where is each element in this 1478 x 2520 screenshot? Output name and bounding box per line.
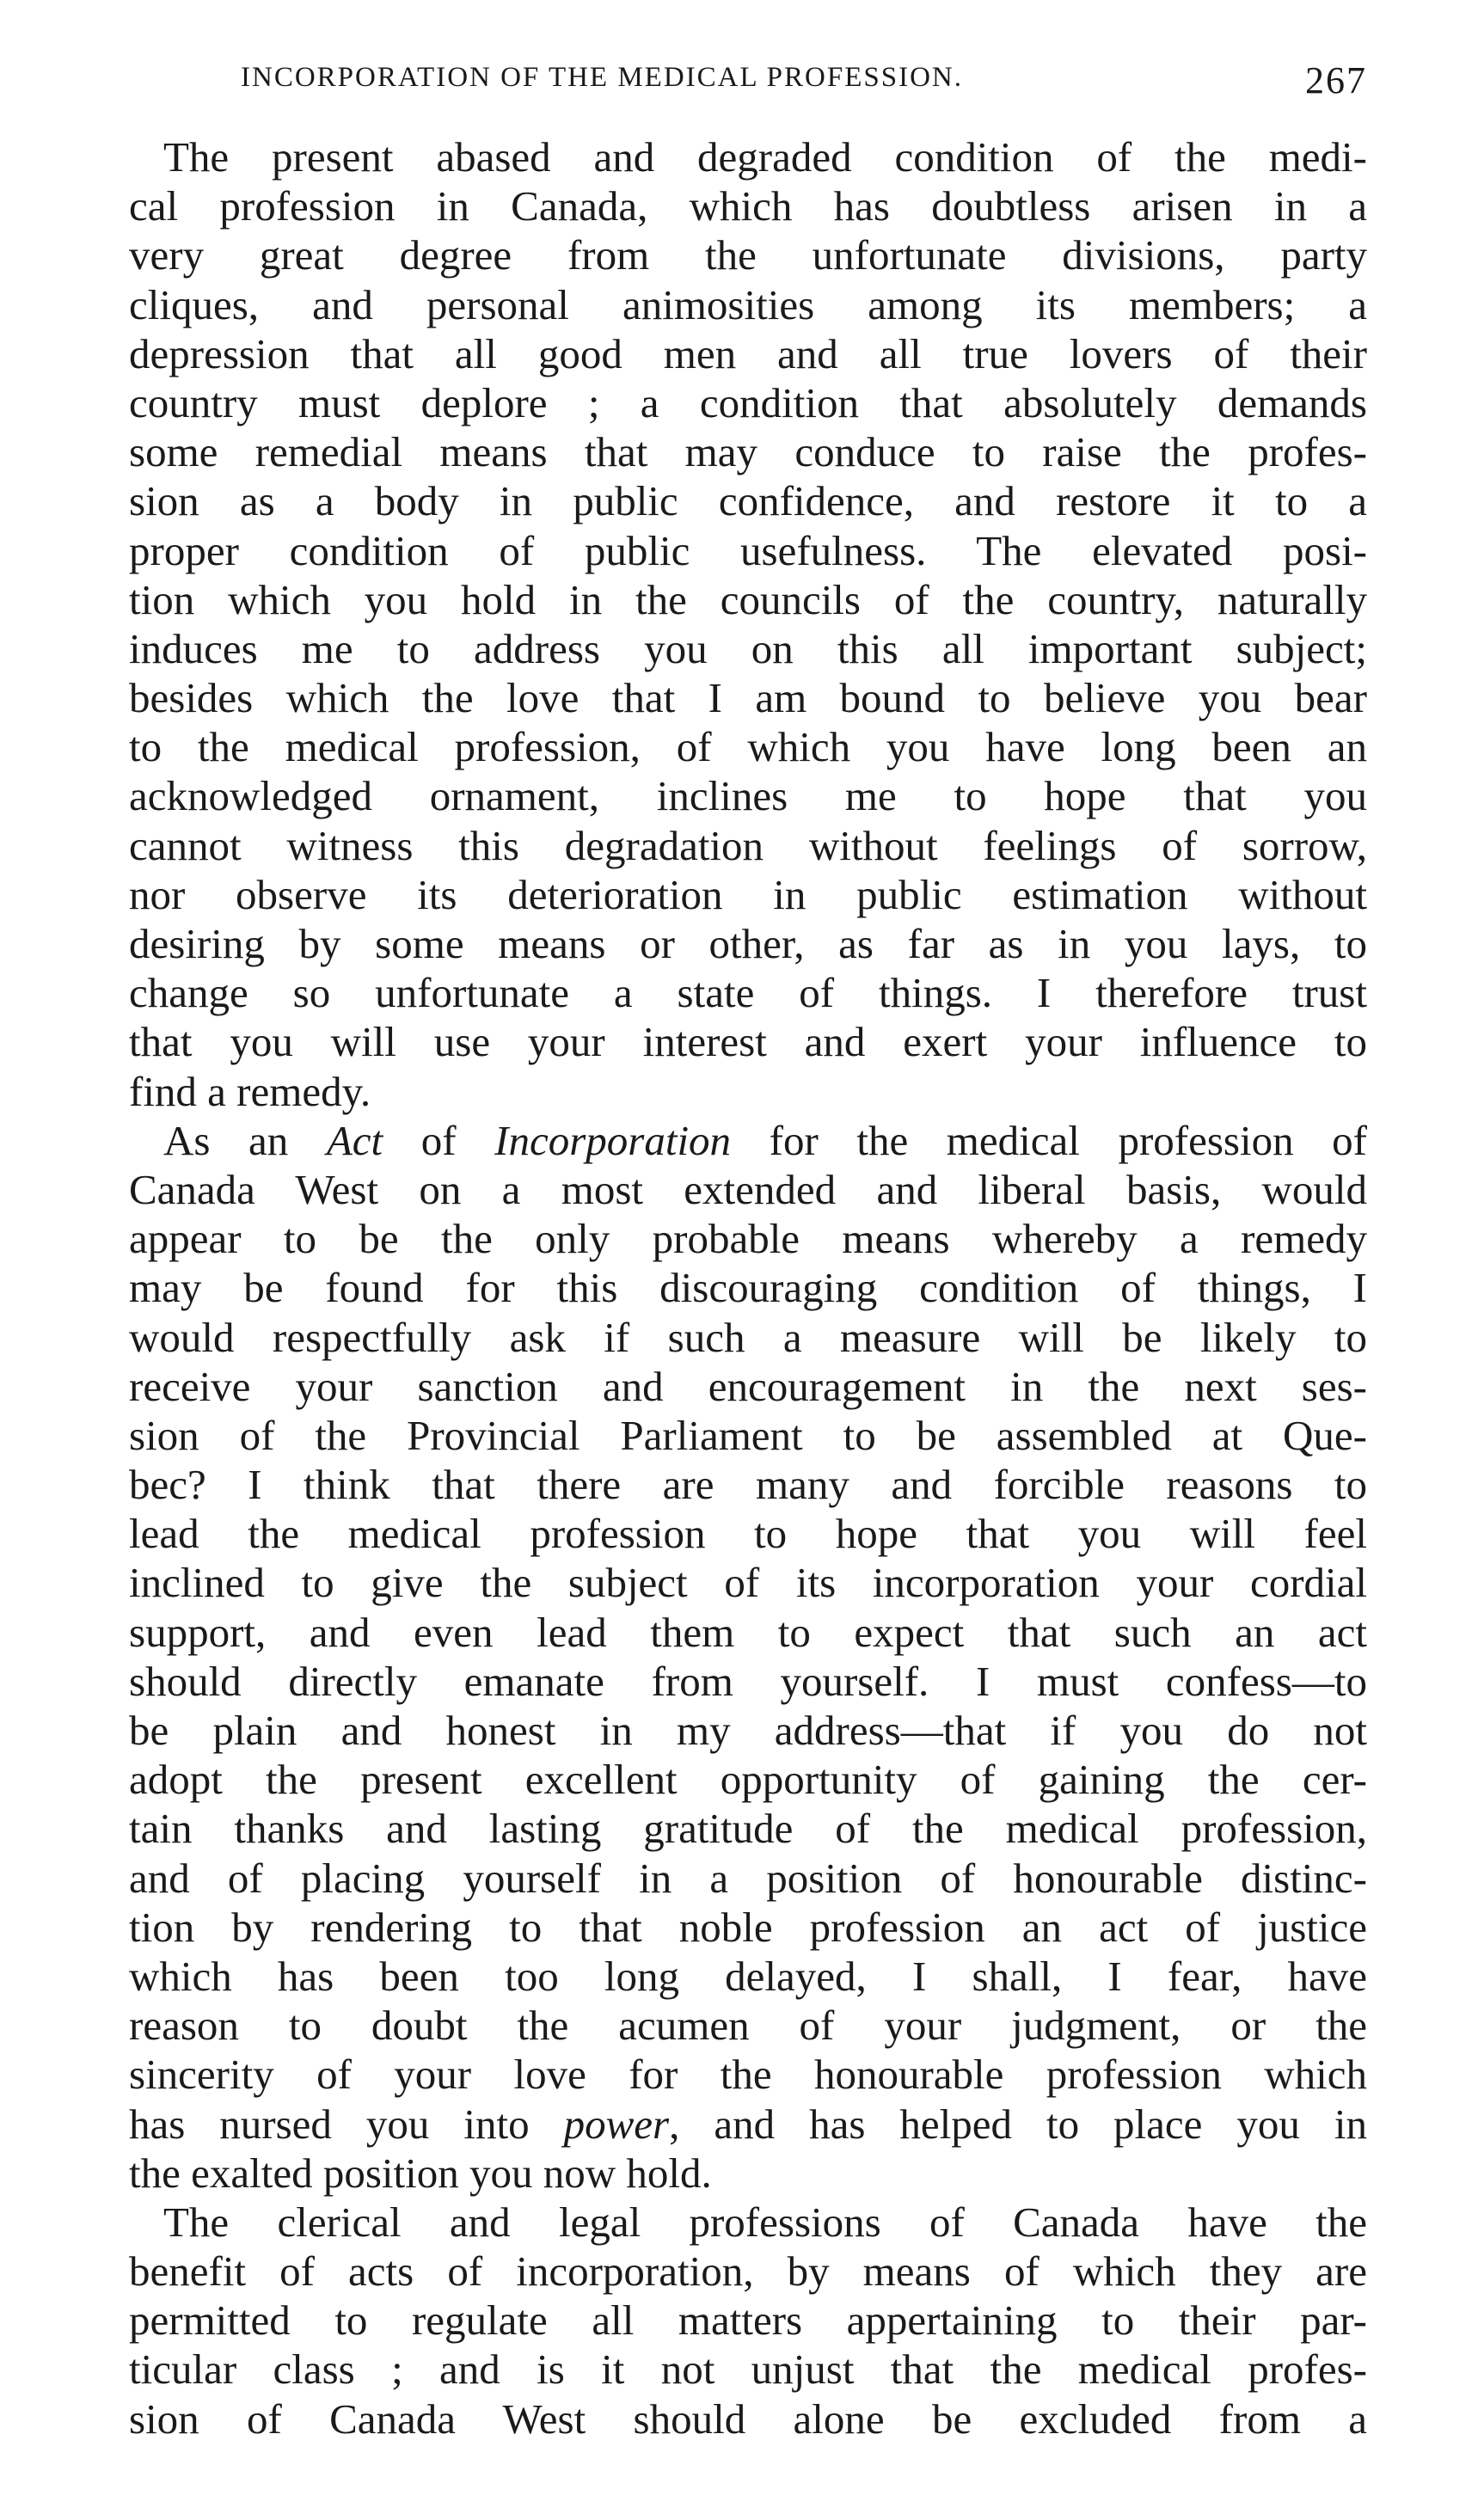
text-line: that you will use your interest and exert your influence to: [129, 1018, 1367, 1066]
text-line: appear to be the only probable means whereby a remedy: [129, 1215, 1367, 1263]
text-line: tain thanks and lasting gratitude of the medical profession,: [129, 1805, 1367, 1853]
text-line: may be found for this discouraging condition of things, I: [129, 1264, 1367, 1312]
text-line: The clerical and legal professions of Canada have the: [163, 2198, 1367, 2246]
text-line: should directly emanate from yourself. I must confess—to: [129, 1657, 1367, 1705]
text-line: acknowledged ornament, inclines me to hope that you: [129, 772, 1367, 820]
text-line: the exalted position you now hold.: [129, 2149, 712, 2197]
text-line: proper condition of public usefulness. The elevated posi-: [129, 526, 1367, 574]
text-line: cannot witness this degradation without feelings of sorrow,: [129, 821, 1367, 869]
text-line: inclined to give the subject of its incorporation your cordial: [129, 1559, 1367, 1607]
text-line: be plain and honest in my address—that if you do not: [129, 1707, 1367, 1754]
text-line: and of placing yourself in a position of honourable distinc-: [129, 1854, 1367, 1902]
text-line: would respectfully ask if such a measure will be likely to: [129, 1313, 1367, 1361]
page-number: 267: [1305, 59, 1367, 101]
text-line: lead the medical profession to hope that you will feel: [129, 1510, 1367, 1558]
text-line: ticular class ; and is it not unjust that the medical profes-: [129, 2345, 1367, 2394]
text-line: which has been too long delayed, I shall, I fear, have: [129, 1952, 1367, 2000]
text-line: has nursed you into power, and has helped to place you in: [129, 2100, 1367, 2148]
text-line: tion by rendering to that noble profession an act of justice: [129, 1903, 1367, 1951]
text-line: country must deplore ; a condition that absolutely demands: [129, 378, 1367, 426]
text-line: permitted to regulate all matters appertaining to their par-: [129, 2296, 1367, 2345]
text-line: find a remedy.: [129, 1067, 371, 1115]
text-line: induces me to address you on this all important subject;: [129, 624, 1367, 672]
text-line: some remedial means that may conduce to raise the profes-: [129, 428, 1367, 476]
paragraph-3: [129, 2198, 1367, 2443]
text-line: besides which the love that I am bound to believe you bear: [129, 674, 1367, 722]
running-head: [129, 58, 1367, 119]
text-line: cliques, and personal animosities among its members; a: [129, 280, 1367, 328]
text-line: sion of the Provincial Parliament to be assembled at Que-: [129, 1411, 1367, 1459]
text-line: adopt the present excellent opportunity of gaining the cer-: [129, 1756, 1367, 1804]
text-line: tion which you hold in the councils of the country, naturally: [129, 575, 1367, 623]
text-line: reason to doubt the acumen of your judgment, or the: [129, 2002, 1367, 2050]
book-page: [129, 58, 1367, 2443]
text-line: sion as a body in public confidence, and restore it to a: [129, 477, 1367, 525]
text-line: to the medical profession, of which you have long been an: [129, 723, 1367, 771]
running-title: INCORPORATION OF THE MEDICAL PROFESSION.: [241, 62, 963, 93]
text-line: support, and even lead them to expect that such an act: [129, 1608, 1367, 1656]
text-line: sincerity of your love for the honourable profession which: [129, 2051, 1367, 2099]
text-line: sion of Canada West should alone be excluded from a: [129, 2394, 1367, 2443]
paragraph-2: [129, 1116, 1367, 2198]
paragraph-1: [129, 132, 1367, 1116]
text-line: As an Act of Incorporation for the medical profession of: [163, 1116, 1367, 1164]
text-line: benefit of acts of incorporation, by means of which they are: [129, 2247, 1367, 2296]
text-line: Canada West on a most extended and liberal basis, would: [129, 1165, 1367, 1213]
text-line: desiring by some means or other, as far as in you lays, to: [129, 920, 1367, 967]
text-line: The present abased and degraded condition of the medi-: [163, 133, 1367, 181]
text-line: receive your sanction and encouragement in the next ses-: [129, 1362, 1367, 1410]
text-line: change so unfortunate a state of things. I therefore trust: [129, 969, 1367, 1017]
text-line: bec? I think that there are many and forcible reasons to: [129, 1461, 1367, 1509]
body-text: [129, 132, 1367, 2443]
text-line: very great degree from the unfortunate divisions, party: [129, 231, 1367, 279]
text-line: depression that all good men and all true lovers of their: [129, 329, 1367, 377]
text-line: nor observe its deterioration in public estimation without: [129, 870, 1367, 918]
text-line: cal profession in Canada, which has doubtless arisen in a: [129, 182, 1367, 230]
